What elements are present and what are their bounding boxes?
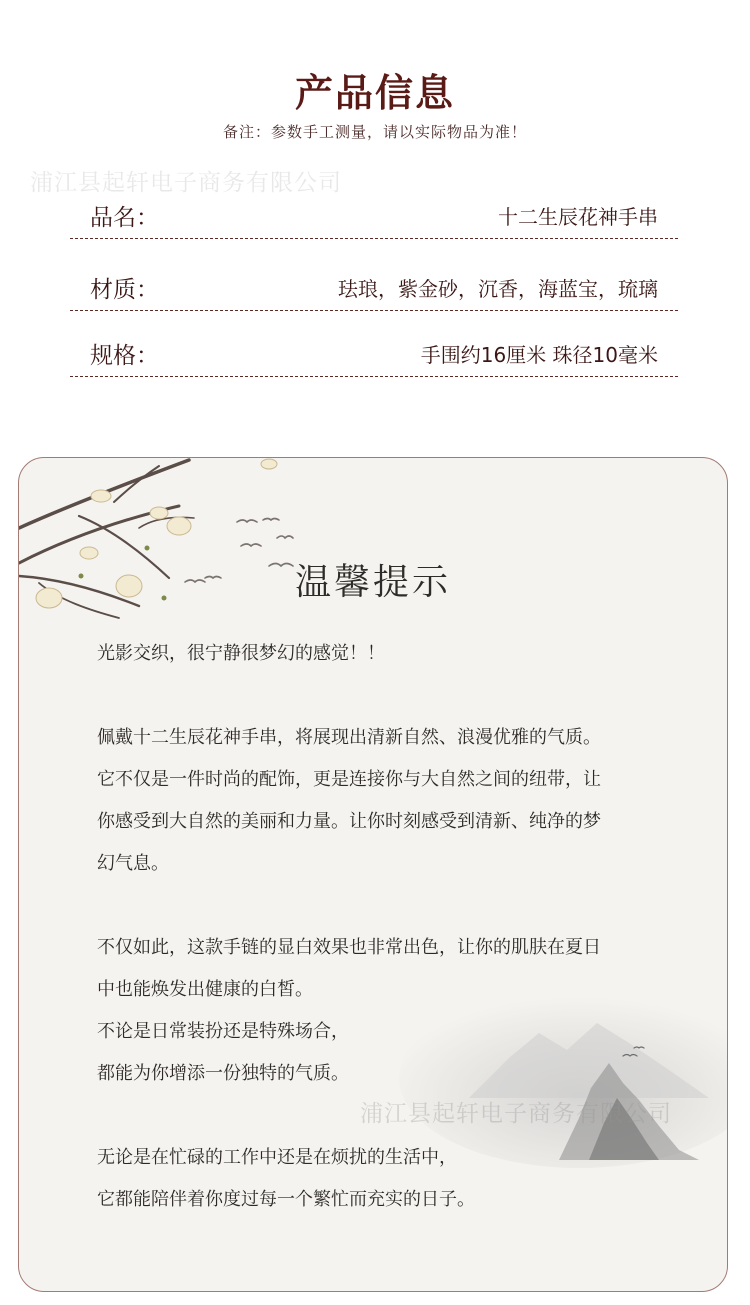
spec-row-size xyxy=(70,336,678,377)
spec-row-material xyxy=(70,270,678,311)
tips-paragraph xyxy=(97,633,677,675)
tips-line: 佩戴十二生辰花神手串，将展现出清新自然、浪漫优雅的气质。 xyxy=(97,727,601,748)
spec-value: 十二生辰花神手串 xyxy=(498,205,658,229)
page-title: 产品信息 xyxy=(294,71,455,115)
tips-line: 它不仅是一件时尚的配饰，更是连接你与大自然之间的纽带，让 xyxy=(97,769,601,790)
spec-value: 手围约16厘米 珠径10毫米 xyxy=(420,343,658,367)
tips-line: 都能为你增添一份独特的气质。 xyxy=(97,1063,349,1084)
tips-line: 它都能陪伴着你度过每一个繁忙而充实的日子。 xyxy=(97,1189,475,1210)
tips-line: 不仅如此，这款手链的显白效果也非常出色，让你的肌肤在夏日 xyxy=(97,937,601,958)
spec-row-name xyxy=(70,198,678,239)
tips-line: 中也能焕发出健康的白皙。 xyxy=(97,979,313,1000)
measurement-note: 备注：参数手工测量，请以实际物品为准！ xyxy=(222,123,527,141)
tips-paragraph xyxy=(97,927,677,1095)
tips-line: 不论是日常装扮还是特殊场合， xyxy=(97,1021,349,1042)
spec-label: 品名： xyxy=(90,205,159,231)
spec-value: 珐琅，紫金砂，沉香，海蓝宝，琉璃 xyxy=(338,277,658,301)
tips-line: 你感受到大自然的美丽和力量。让你时刻感受到清新、纯净的梦 xyxy=(97,811,601,832)
tips-paragraph xyxy=(97,1137,677,1221)
spec-label: 材质： xyxy=(90,277,159,303)
tips-title: 温馨提示 xyxy=(294,562,451,603)
tips-paragraph xyxy=(97,717,677,885)
tips-line: 幻气息。 xyxy=(97,853,169,874)
tips-line: 无论是在忙碌的工作中还是在烦扰的生活中， xyxy=(97,1147,457,1168)
tips-line: 光影交织，很宁静很梦幻的感觉！！ xyxy=(97,643,385,664)
tips-card xyxy=(18,457,728,1292)
company-watermark: 浦江县起轩电子商务有限公司 xyxy=(30,170,342,196)
spec-label: 规格： xyxy=(90,343,159,369)
company-watermark: 浦江县起轩电子商务有限公司 xyxy=(360,1101,672,1127)
